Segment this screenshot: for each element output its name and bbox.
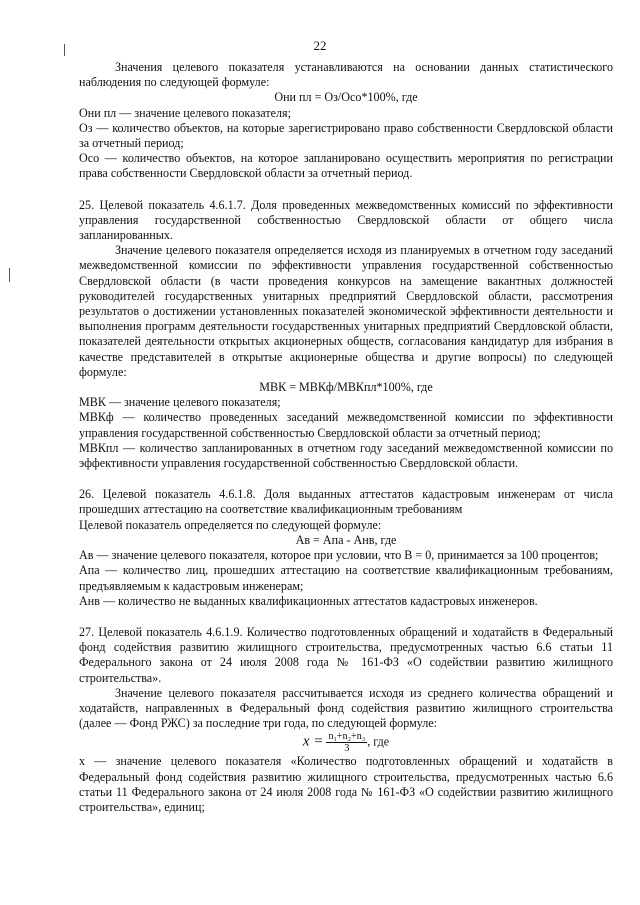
paragraph: Значение целевого показателя определяется исходя из планируемых в отчетном году заседаний межведомственной комиссии по эффективности управления государственной собственностью Свердловской области (в части проведения конкурсов на замещение вакантных должностей руководителей государственных унитарных предприятий Свердловской области, рассмотрения результатов о достижении установленных показателей экономической эффективности деятельности и выполнения программ деятельности государственных унитарных предприятий Свердловской области, показателей деятельности открытых акционерных обществ, согласования кандидатур для избрания в качестве представителей в открытые акционерные общества и другие вопросы) по следующей формуле:: [79, 243, 613, 379]
paragraph: Целевой показатель определяется по следующей формуле:: [79, 517, 382, 532]
formula-denominator: 3: [344, 743, 350, 755]
paragraph: Значения целевого показателя устанавливаются на основании данных статистического наблюдения по следующей формуле:: [79, 60, 613, 90]
section-heading: 27. Целевой показатель 4.6.1.9. Количество подготовленных обращений и ходатайств в Федеральный фонд содействия развитию жилищного строительства, предусмотренных частью 6.6 статьи 11 Федерального закона от 24 июля 2008 года № 161-ФЗ «О содействии развитию жилищного строительства».: [79, 624, 613, 685]
formula-numerator: n₁+n₂+n₃: [328, 731, 366, 743]
section-heading: 25. Целевой показатель 4.6.1.7. Доля проведенных межведомственных комиссий по эффективности управления государственной собственностью Свердловской области от общего числа запланированных.: [79, 197, 613, 243]
paragraph: Значение целевого показателя рассчитывается исходя из среднего количества обращений и ходатайств, направленных в Федеральный фонд содействия развитию жилищного строительства (далее — Фонд РЖС) за последние три года, по следующей формуле:: [79, 685, 613, 731]
page-number: 22: [313, 38, 327, 53]
formula-fraction: [326, 731, 367, 754]
section-heading: 26. Целевой показатель 4.6.1.8. Доля выданных аттестатов кадастровым инженерам от числа прошедших аттестацию на соответствие квалификационным требованиям: [79, 487, 613, 517]
definition: Анв — количество не выданных квалификационных аттестатов кадастровых инженеров.: [79, 593, 538, 608]
definition: Они пл — значение целевого показателя;: [79, 105, 291, 120]
definition: x — значение целевого показателя «Количество подготовленных обращений и ходатайств в Федеральный фонд содействия развитию жилищного строительства, предусмотренных частью 6.6 статьи 11 Федерального закона от 24 июля 2008 года № 161-ФЗ «О содействии развитию жилищного строительства», единиц;: [79, 754, 613, 814]
formula: Они пл = Оз/Осо*100%, где: [274, 90, 418, 105]
document-body: [79, 60, 613, 815]
formula-tail: , где: [367, 734, 390, 749]
definition: МВКпл — количество запланированных в отчетном году заседаний межведомственной комиссии по эффективности управления государственной собственностью Свердловской области.: [79, 440, 613, 471]
formula: Ав = Апа - Анв, где: [295, 532, 397, 547]
definition: Апа — количество лиц, прошедших аттестацию на соответствие квалификационным требованиям, предъявляемым к кадастровым инженерам;: [79, 563, 613, 593]
definition: МВКф — количество проведенных заседаний межведомственной комиссии по эффективности управления государственной собственностью Свердловской области за отчетный период;: [79, 410, 613, 440]
definition: Оз — количество объектов, на которые зарегистрировано право собственности Свердловской области за отчетный период;: [79, 120, 613, 151]
formula: МВК = МВКф/МВКпл*100%, где: [259, 380, 433, 395]
formula-lhs: x =: [302, 733, 324, 750]
formula: [79, 731, 613, 754]
margin-mark: [9, 268, 10, 282]
definition: МВК — значение целевого показателя;: [79, 395, 281, 410]
definition: Ав — значение целевого показателя, которое при условии, что В = 0, принимается за 100 процентов;: [79, 548, 599, 563]
definition: Осо — количество объектов, на которое запланировано осуществить мероприятия по регистрации права собственности Свердловской области за отчетный период.: [79, 151, 613, 181]
